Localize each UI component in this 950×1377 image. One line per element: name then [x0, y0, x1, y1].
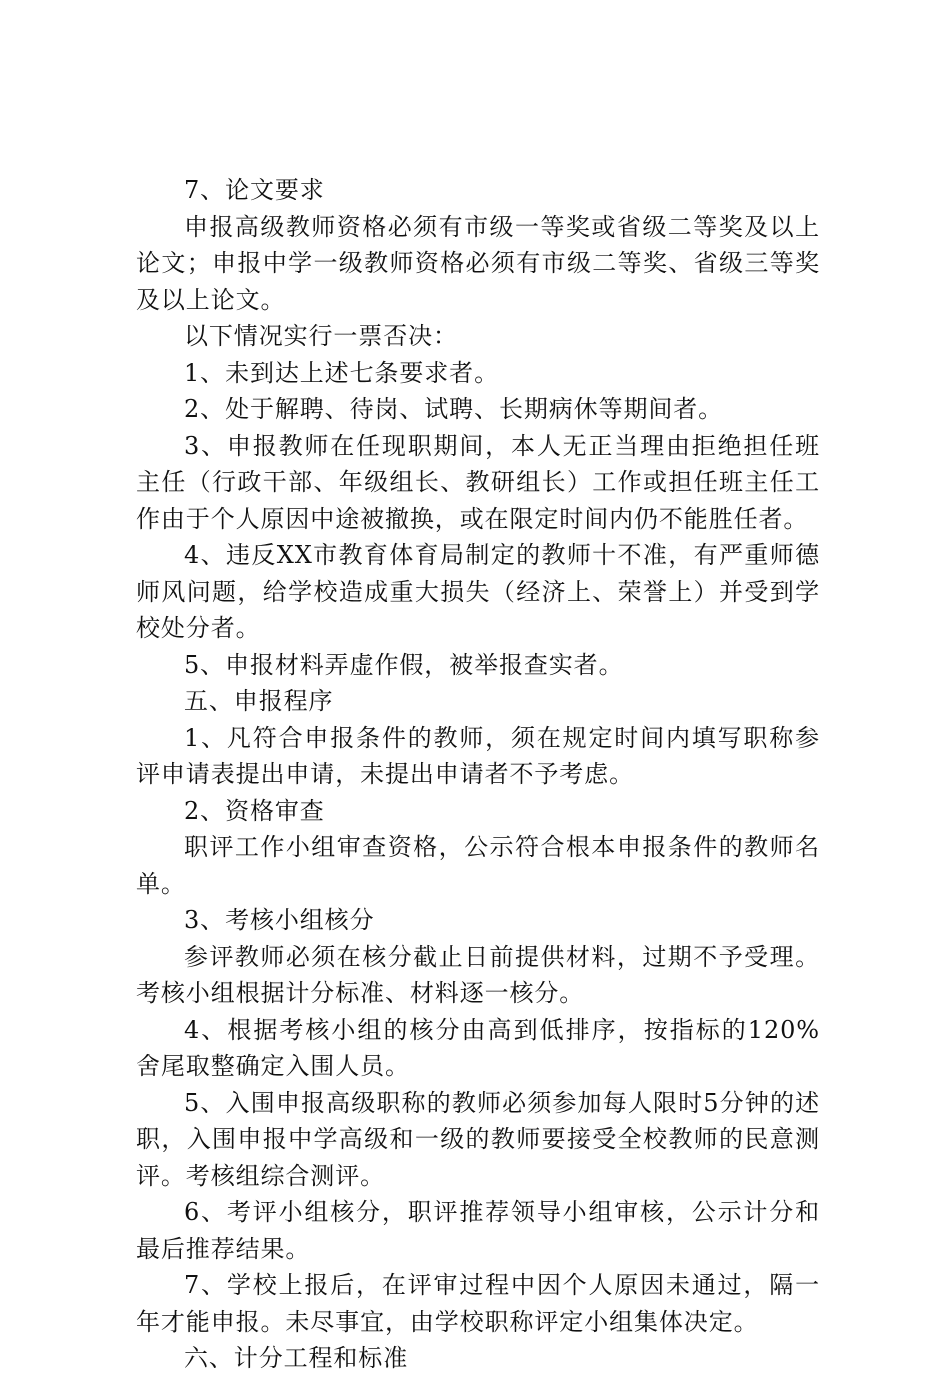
paragraph: 以下情况实行一票否决：: [184, 322, 458, 350]
subheading: 3、考核小组核分: [184, 906, 375, 934]
section-heading-scoring-items: 六、计分工程和标准: [184, 1344, 409, 1372]
list-item: 3、申报教师在任现职期间，本人无正当理由拒绝担任班主任（行政干部、年级组长、教研组长）工作或担任班主任工作由于个人原因中途被撤换，或在限定时间内仍不能胜任者。: [136, 431, 820, 533]
list-item: 7、学校上报后，在评审过程中因个人原因未通过，隔一年才能申报。未尽事宜，由学校职称评定小组集体决定。: [136, 1271, 820, 1336]
section-heading-paper-requirements: 7、论文要求: [184, 176, 325, 204]
list-item: 4、根据考核小组的核分由高到低排序，按指标的120%舍尾取整确定入围人员。: [136, 1015, 820, 1080]
paragraph: 参评教师必须在核分截止日前提供材料，过期不予受理。考核小组根据计分标准、材料逐一核分。: [136, 942, 820, 1007]
document-body: [136, 172, 820, 1377]
paragraph: 申报高级教师资格必须有市级一等奖或省级二等奖及以上论文；申报中学一级教师资格必须有市级二等奖、省级三等奖及以上论文。: [136, 212, 820, 314]
list-item: 2、处于解聘、待岗、试聘、长期病休等期间者。: [184, 395, 724, 423]
list-item: 5、入围申报高级职称的教师必须参加每人限时5分钟的述职，入围申报中学高级和一级的教师要接受全校教师的民意测评。考核组综合测评。: [136, 1088, 820, 1190]
list-item: 1、凡符合申报条件的教师，须在规定时间内填写职称参评申请表提出申请，未提出申请者不予考虑。: [136, 723, 820, 788]
list-item: 5、申报材料弄虚作假，被举报查实者。: [184, 650, 624, 679]
paragraph: 职评工作小组审查资格，公示符合根本申报条件的教师名单。: [136, 833, 820, 898]
list-item: 1、未到达上述七条要求者。: [184, 358, 499, 387]
list-item: 6、考评小组核分，职评推荐领导小组审核，公示计分和最后推荐结果。: [136, 1198, 820, 1263]
list-item: 4、违反XX市教育体育局制定的教师十不准，有严重师德师风问题，给学校造成重大损失（经济上、荣誉上）并受到学校处分者。: [136, 541, 820, 642]
section-heading-application-procedure: 五、申报程序: [184, 687, 334, 715]
subheading: 2、资格审查: [184, 796, 325, 825]
